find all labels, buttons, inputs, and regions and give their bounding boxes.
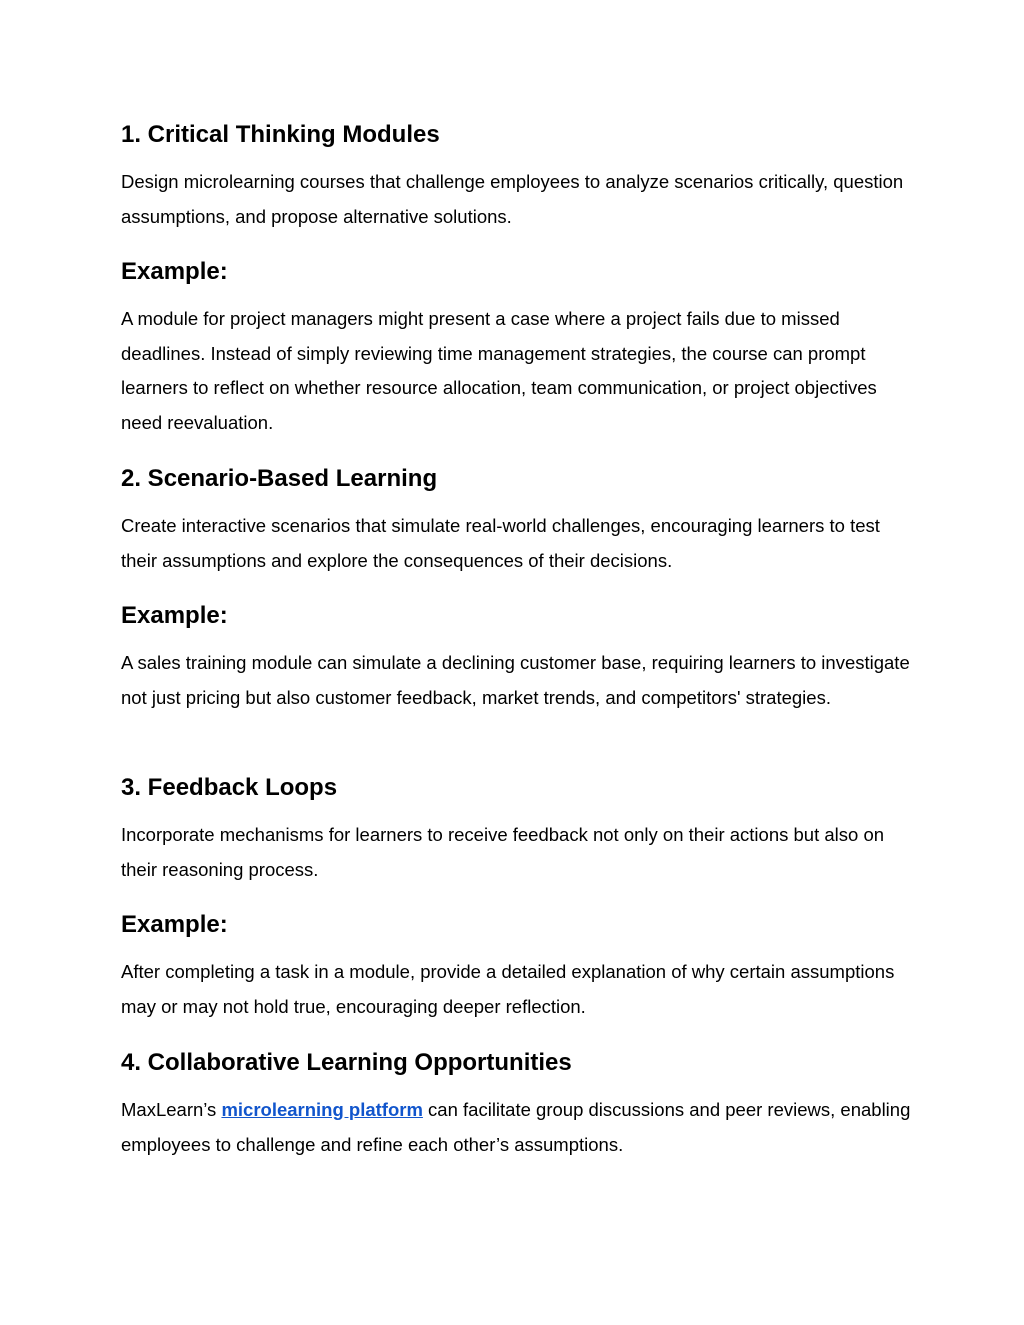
- section-body-collaborative-learning: [121, 1093, 911, 1162]
- example-heading-2: Example:: [121, 602, 228, 629]
- section-heading-critical-thinking-modules: 1. Critical Thinking Modules: [121, 121, 440, 148]
- section-heading-collaborative-learning: 4. Collaborative Learning Opportunities: [121, 1049, 572, 1076]
- section-body-critical-thinking-modules: Design microlearning courses that challenge employees to analyze scenarios critically, question assumptions, and propose alternative solutions.: [121, 171, 904, 227]
- section-body-scenario-based-learning: Create interactive scenarios that simulate real-world challenges, encouraging learners to test their assumptions and explore the consequences of their decisions.: [121, 515, 880, 571]
- example-body-2: A sales training module can simulate a declining customer base, requiring learners to investigate not just pricing but also customer feedback, market trends, and competitors' strategies.: [121, 652, 910, 708]
- example-heading-3: Example:: [121, 911, 228, 938]
- body-prefix-text: MaxLearn’s: [121, 1099, 222, 1120]
- section-heading-feedback-loops: 3. Feedback Loops: [121, 774, 338, 801]
- section-body-feedback-loops: Incorporate mechanisms for learners to receive feedback not only on their actions but also on their reasoning process.: [121, 824, 885, 880]
- example-heading-1: Example:: [121, 258, 228, 285]
- example-body-1: A module for project managers might present a case where a project fails due to missed deadlines. Instead of simply reviewing time management strategies, the course can prompt learners to reflect on whether resource allocation, team communication, or project objectives need reevaluation.: [121, 308, 877, 433]
- section-heading-scenario-based-learning: 2. Scenario-Based Learning: [121, 465, 438, 492]
- body-suffix-text: can facilitate group discussions and peer reviews, enabling employees to challenge and refine each other’s assumptions.: [121, 1099, 911, 1155]
- microlearning-platform-link[interactable]: microlearning platform: [221, 1099, 423, 1120]
- example-body-3: After completing a task in a module, provide a detailed explanation of why certain assumptions may or may not hold true, encouraging deeper reflection.: [121, 961, 895, 1017]
